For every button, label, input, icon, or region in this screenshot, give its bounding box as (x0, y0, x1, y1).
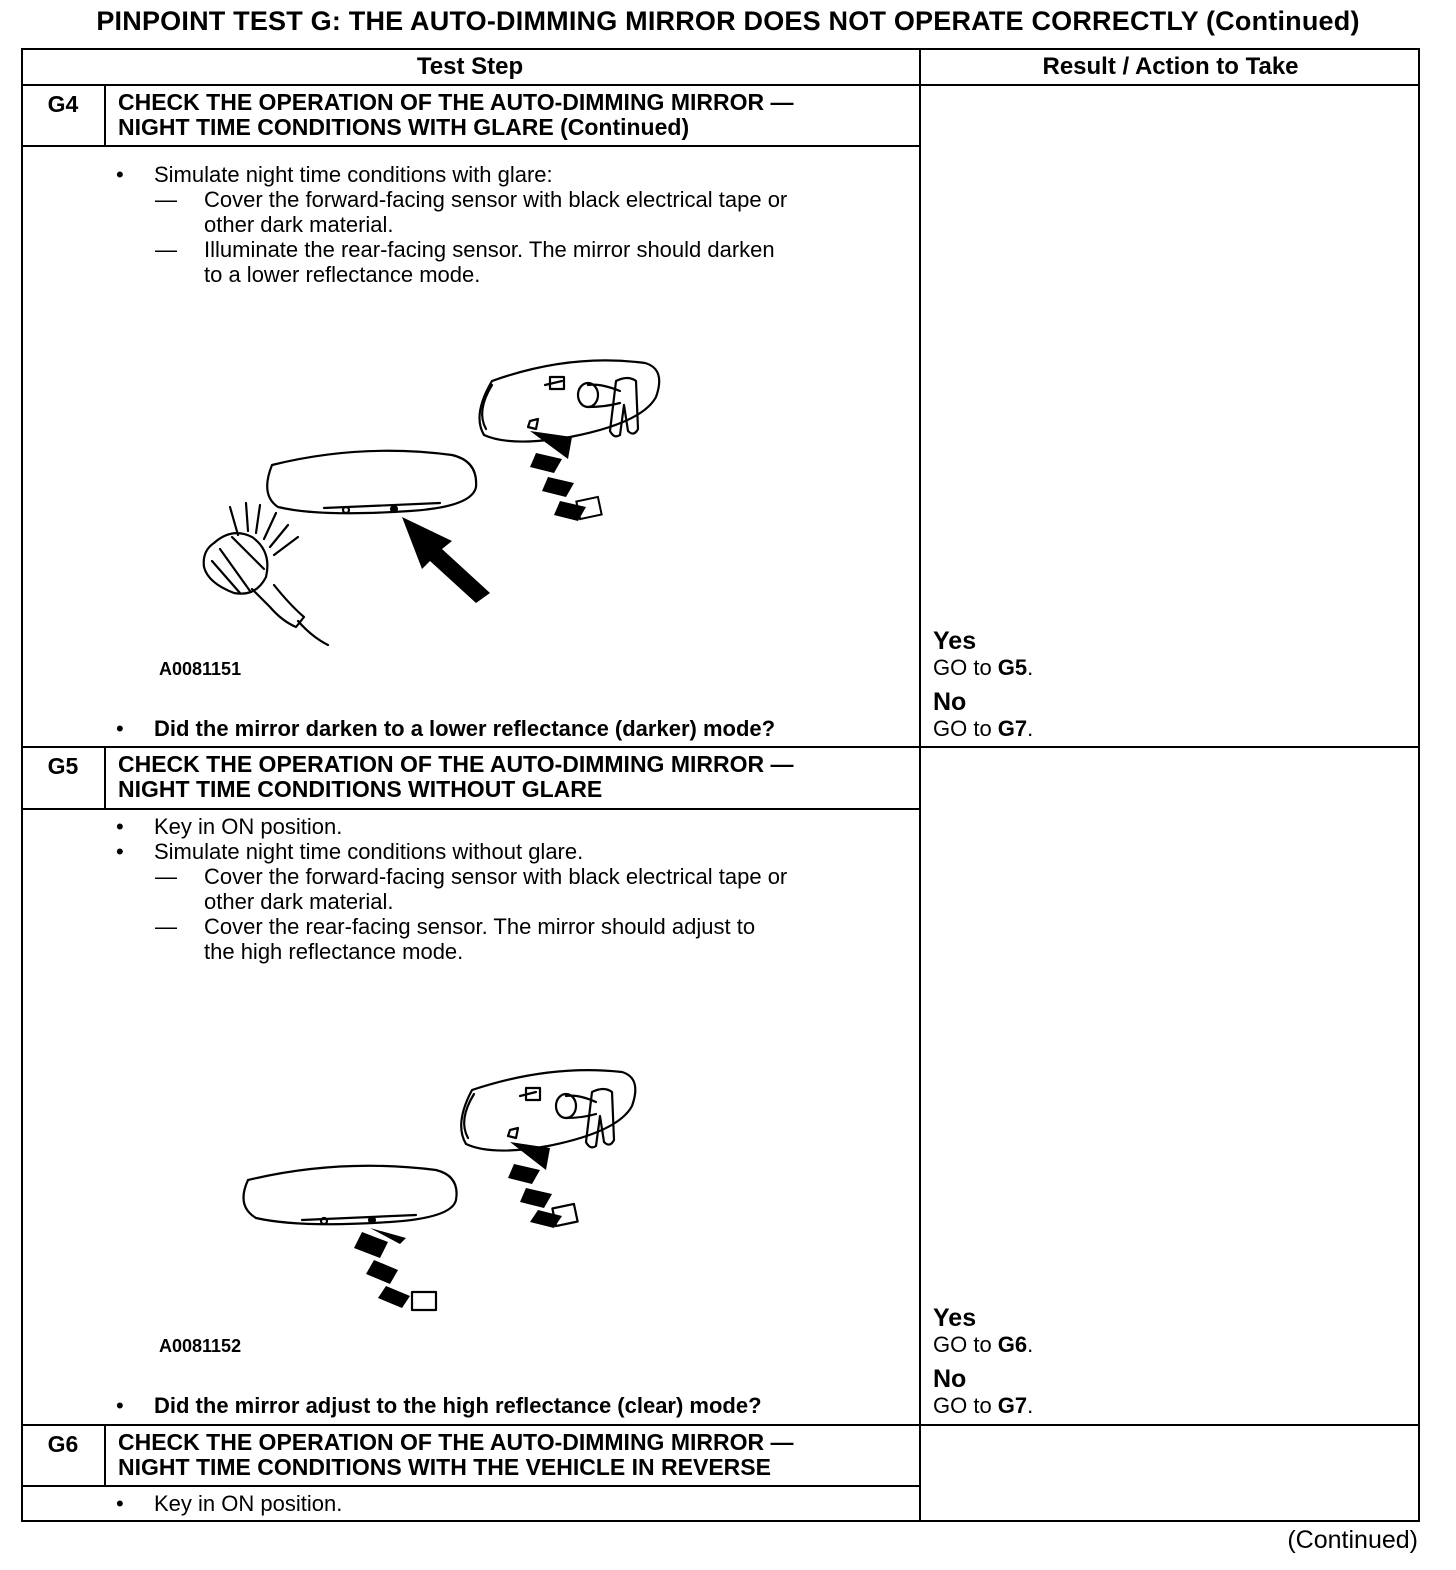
g5-title-divider (21, 808, 921, 810)
row-divider-g5-g6 (21, 1424, 1420, 1426)
g4-no-target: G7 (997, 716, 1028, 741)
dash-icon: — (155, 864, 177, 889)
g4-no-label: No (933, 688, 967, 716)
g5-no-target: G7 (997, 1393, 1028, 1418)
g4-question: Did the mirror darken to a lower reflectance (darker) mode? (154, 716, 776, 741)
column-divider (919, 48, 921, 1522)
step-title-g6: CHECK THE OPERATION OF THE AUTO-DIMMING MIRROR — NIGHT TIME CONDITIONS WITH THE VEHICLE IN REVERSE (118, 1429, 794, 1480)
g6-title-divider (21, 1485, 921, 1487)
header-result-action: Result / Action to Take (1042, 53, 1299, 80)
g4-sub-2a: Illuminate the rear-facing sensor. The mirror should darken (204, 237, 775, 262)
g4-yes-label: Yes (933, 627, 977, 655)
g4-instruction-1: Simulate night time conditions with glare: (154, 162, 553, 187)
g5-instruction-1: Key in ON position. (154, 814, 343, 839)
g5-no-label: No (933, 1365, 967, 1393)
header-test-step: Test Step (416, 53, 524, 80)
dash-icon: — (155, 187, 177, 212)
g5-instruction-2: Simulate night time conditions without glare. (154, 839, 584, 864)
g5-question: Did the mirror adjust to the high reflectance (clear) mode? (154, 1393, 762, 1418)
step-title-g5: CHECK THE OPERATION OF THE AUTO-DIMMING MIRROR — NIGHT TIME CONDITIONS WITHOUT GLARE (118, 751, 794, 802)
g4-no-action: GO to G7. (933, 716, 1034, 741)
g5-sub-2a: Cover the rear-facing sensor. The mirror should adjust to (204, 914, 756, 939)
step-title-g4: CHECK THE OPERATION OF THE AUTO-DIMMING MIRROR — NIGHT TIME CONDITIONS WITH GLARE (Continued) (118, 89, 794, 140)
bullet-icon: • (116, 162, 124, 187)
g4-yes-target: G5 (997, 655, 1028, 680)
dash-icon: — (155, 914, 177, 939)
bullet-icon: • (116, 1491, 124, 1516)
continued-footer: (Continued) (1287, 1526, 1418, 1554)
dash-icon: — (155, 237, 177, 262)
page-title: PINPOINT TEST G: THE AUTO-DIMMING MIRROR DOES NOT OPERATE CORRECTLY (Continued) (96, 6, 1360, 36)
bullet-icon: • (116, 839, 124, 864)
step-id-g4: G4 (47, 91, 79, 117)
g4-yes-action: GO to G5. (933, 655, 1034, 680)
g4-sub-2b: to a lower reflectance mode. (204, 262, 481, 287)
bullet-icon: • (116, 1393, 124, 1418)
figure-label-g5: A0081152 (159, 1336, 242, 1356)
g5-yes-action: GO to G6. (933, 1332, 1034, 1357)
mirror-no-glare-illustration (230, 1060, 660, 1320)
figure-label-g4: A0081151 (159, 659, 242, 679)
g5-yes-target: G6 (997, 1332, 1028, 1357)
g5-sub-1a: Cover the forward-facing sensor with black electrical tape or (204, 864, 788, 889)
g5-sub-2b: the high reflectance mode. (204, 939, 464, 964)
bullet-icon: • (116, 814, 124, 839)
g5-sub-1b: other dark material. (204, 889, 394, 914)
header-divider (21, 84, 1420, 86)
row-divider-g4-g5 (21, 746, 1420, 748)
g4-sub-1b: other dark material. (204, 212, 394, 237)
bullet-icon: • (116, 716, 124, 741)
g4-sub-1a: Cover the forward-facing sensor with black electrical tape or (204, 187, 788, 212)
g4-title-divider (21, 145, 921, 147)
step-id-g6: G6 (47, 1431, 79, 1457)
g5-yes-label: Yes (933, 1304, 977, 1332)
mirror-glare-illustration (190, 345, 690, 655)
g5-no-action: GO to G7. (933, 1393, 1034, 1418)
g6-instruction-1: Key in ON position. (154, 1491, 343, 1516)
step-id-g5: G5 (47, 753, 79, 779)
